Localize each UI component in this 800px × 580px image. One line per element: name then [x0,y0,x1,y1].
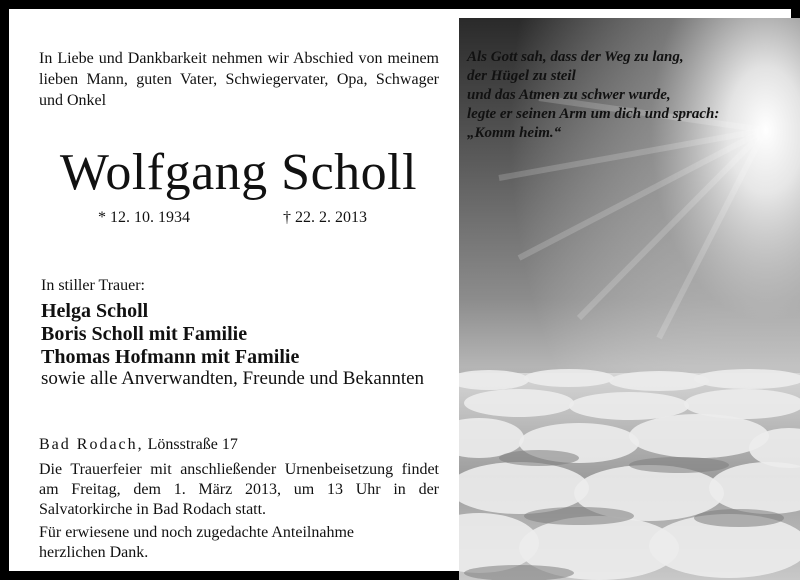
birth-date: * 12. 10. 1934 [98,209,190,226]
address [39,436,238,454]
thanks-text: Für erwiesene und noch zugedachte Anteilnahme herzlichen Dank. [39,524,354,561]
sky-photo-panel [459,18,800,580]
other-mourners: sowie alle Anverwandten, Freunde und Bekannten [41,368,425,389]
poem-line: und das Atmen zu schwer wurde, [467,87,671,103]
service-text: Die Trauerfeier mit anschließender Urnenbeisetzung findet am Freitag, dem 1. März 2013, um 13 Uhr in der Salvatorkirche in Bad Rodach statt. [39,461,439,518]
mourner-name: Thomas Hofmann mit Familie [41,346,300,368]
address-street: Lönsstraße 17 [147,436,238,453]
poem-line: legte er seinen Arm um dich und sprach: [467,106,720,122]
intro-text: In Liebe und Dankbarkeit nehmen wir Abschied von meinem lieben Mann, guten Vater, Schwiegervater, Opa, Schwager und Onkel [39,50,439,109]
mourners-intro: In stiller Trauer: [41,277,145,294]
poem [467,48,719,143]
poem-line: Als Gott sah, dass der Weg zu lang, [467,49,684,65]
deceased-name: Wolfgang Scholl [59,144,418,201]
text-panel [18,18,459,580]
poem-line: der Hügel zu steil [467,68,576,84]
poem-line: „Komm heim.“ [467,125,562,141]
mourner-name: Boris Scholl mit Familie [41,323,248,345]
address-city: Bad Rodach, [39,436,144,453]
mourners-list [41,300,299,369]
death-date: † 22. 2. 2013 [283,209,367,226]
mourner-name: Helga Scholl [41,300,149,322]
